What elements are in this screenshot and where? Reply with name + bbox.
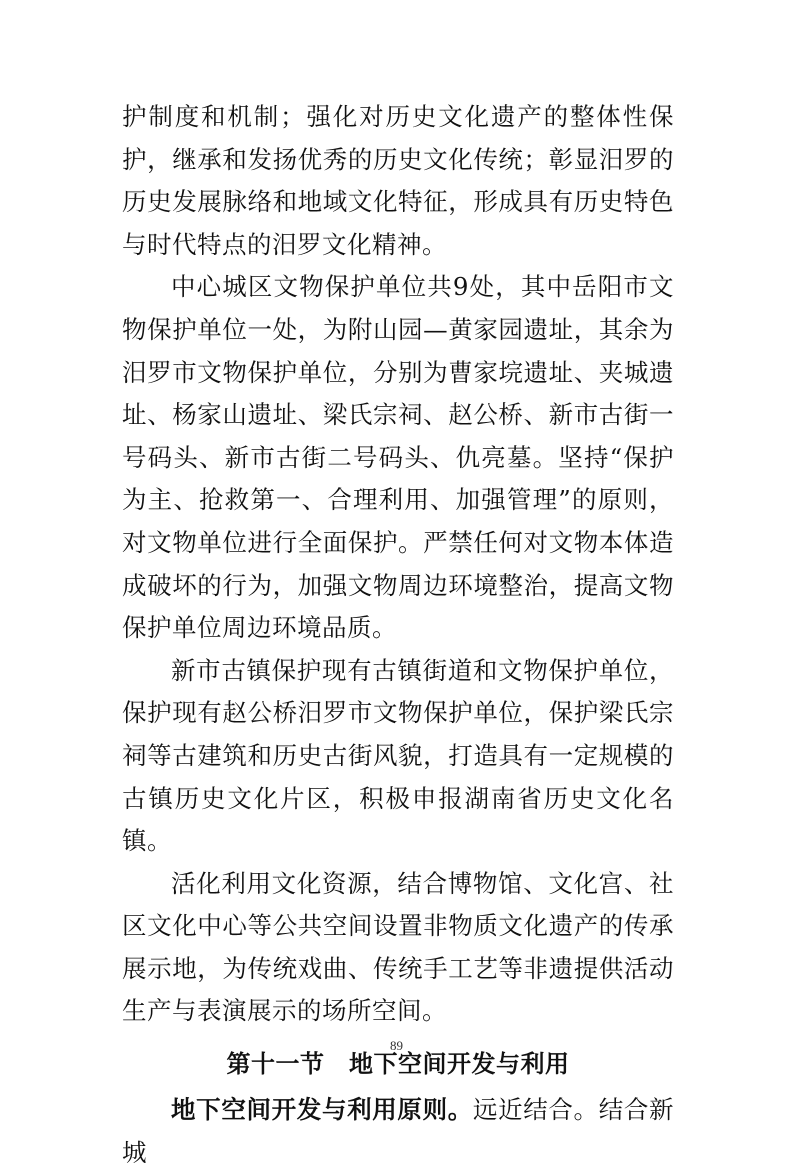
document-page [122,96,674,1174]
lead-body-text: 远近结合。结合新城 [122,1095,675,1167]
paragraph-cultural-resources: 活化利用文化资源，结合博物馆、文化宫、社区文化中心等公共空间设置非物质文化遗产的传承展示地，为传统戏曲、传统手工艺等非遗提供活动生产与表演展示的场所空间。 [122,868,674,1026]
paragraph-continued: 护制度和机制；强化对历史文化遗产的整体性保护，继承和发扬优秀的历史文化传统；彰显汨罗的历史发展脉络和地域文化特征，形成具有历史特色与时代特点的汨罗文化精神。 [122,102,674,259]
paragraph-underground-space [122,1089,674,1174]
section-heading: 第十一节 地下空间开发与利用 [226,1050,570,1079]
page-number: 89 [390,1038,403,1053]
paragraph-cultural-relics: 中心城区文物保护单位共9处，其中岳阳市文物保护单位一处，为附山园—黄家园遗址，其余为汨罗市文物保护单位，分别为曹家垸遗址、夹城遗址、杨家山遗址、梁氏宗祠、赵公桥、新市古街一号码头、新市古街二号码头、仇亮墓。坚持“保护为主、抢救第一、合理利用、加强管理”的原则，对文物单位进行全面保护。严禁任何对文物本体造成破坏的行为，加强文物周边环境整治，提高文物保护单位周边环境品质。 [122,272,674,643]
bold-lead-text: 地下空间开发与利用原则。 [171,1095,473,1125]
paragraph-xinshi-ancient-town: 新市古镇保护现有古镇街道和文物保护单位，保护现有赵公桥汨罗市文物保护单位，保护梁氏宗祠等古建筑和历史古街风貌，打造具有一定规模的古镇历史文化片区，积极申报湖南省历史文化名镇。 [122,655,674,856]
